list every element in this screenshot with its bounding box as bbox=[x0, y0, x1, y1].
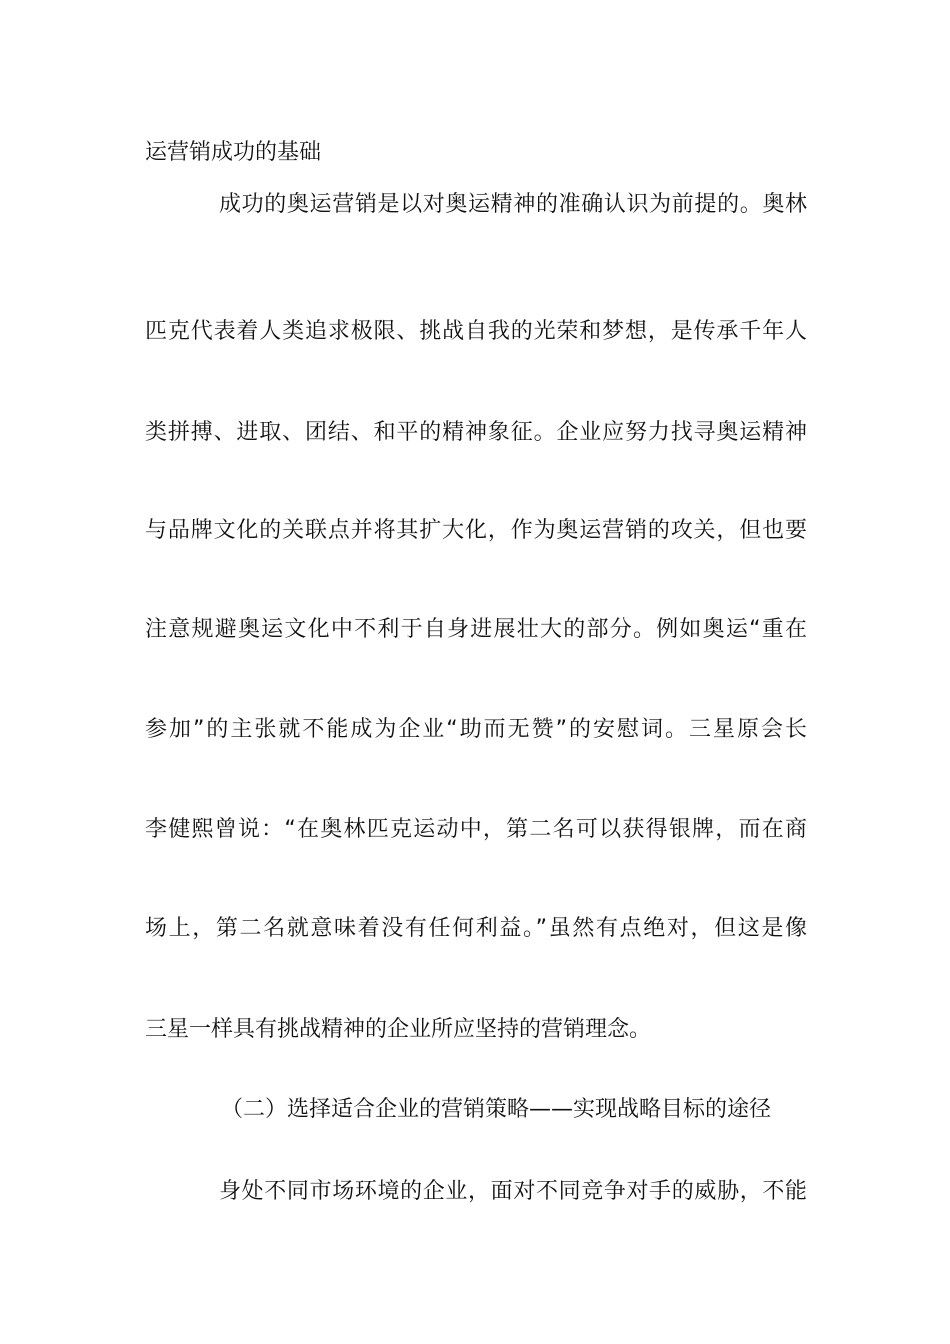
paragraph-line: 匹克代表着人类追求极限、挑战自我的光荣和梦想，是传承千年人 bbox=[145, 319, 807, 344]
paragraph-line: 身处不同市场环境的企业，面对不同竞争对手的威胁，不能 bbox=[219, 1179, 807, 1204]
paragraph-line: 参加”的主张就不能成为企业“助而无赞”的安慰词。三星原会长 bbox=[145, 717, 807, 742]
paragraph-line: 场上，第二名就意味着没有任何利益。”虽然有点绝对，但这是像 bbox=[145, 916, 807, 941]
paragraph-line: 成功的奥运营销是以对奥运精神的准确认识为前提的。奥林 bbox=[219, 192, 807, 217]
paragraph-line: 与品牌文化的关联点并将其扩大化，作为奥运营销的攻关，但也要 bbox=[145, 518, 807, 543]
paragraph-line: 类拼搏、进取、团结、和平的精神象征。企业应努力找寻奥运精神 bbox=[145, 420, 807, 445]
paragraph-last-line: 三星一样具有挑战精神的企业所应坚持的营销理念。 bbox=[145, 1017, 652, 1042]
paragraph-line: 注意规避奥运文化中不利于自身进展壮大的部分。例如奥运“重在 bbox=[145, 617, 807, 642]
paragraph-line: 李健熙曾说：“在奥林匹克运动中，第二名可以获得银牌，而在商 bbox=[145, 817, 807, 842]
section-heading: （二）选择适合企业的营销策略——实现战略目标的途径 bbox=[221, 1097, 772, 1122]
paragraph-fragment-line: 运营销成功的基础 bbox=[145, 140, 322, 165]
